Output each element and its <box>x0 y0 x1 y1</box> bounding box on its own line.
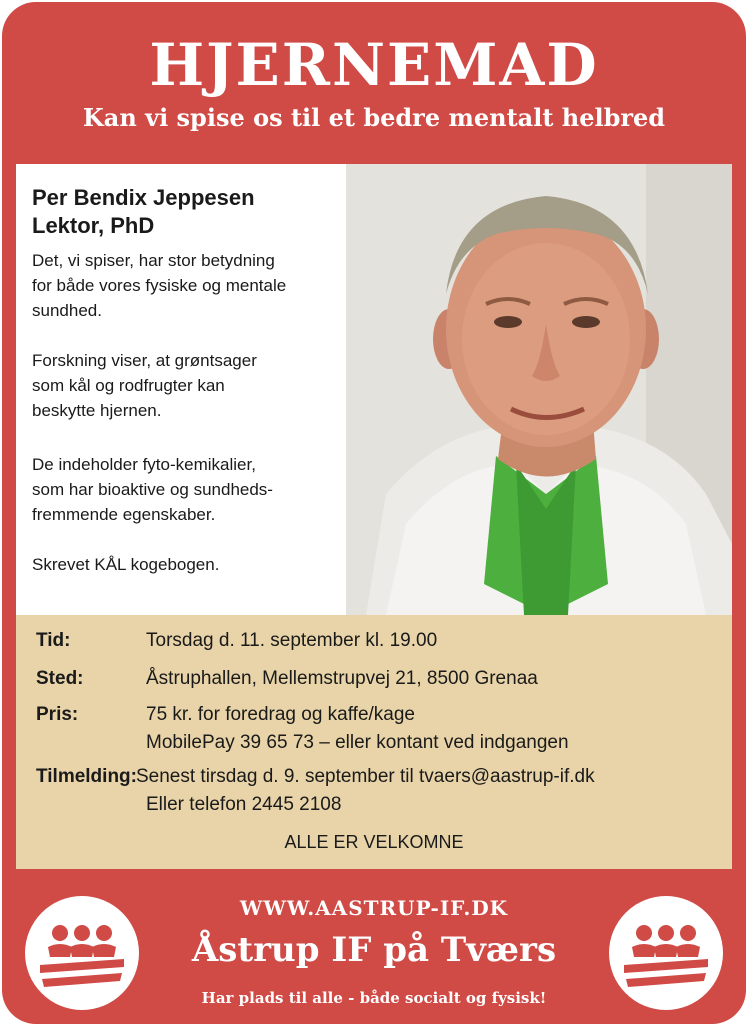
pris-label: Pris: <box>36 704 79 725</box>
bio-paragraph-4 <box>32 552 332 577</box>
tid-value: Torsdag d. 11. september kl. 19.00 <box>146 630 438 651</box>
bio-line: Skrevet KÅL kogebogen. <box>32 555 220 574</box>
bio-line: som kål og rodfrugter kan <box>32 376 225 395</box>
speaker-portrait-illustration <box>346 164 732 615</box>
speaker-name: Per Bendix Jeppesen <box>32 185 255 210</box>
club-name: Åstrup IF på Tværs <box>191 930 557 970</box>
bio-line: sundhed. <box>32 301 102 320</box>
club-tagline: Har plads til alle - både socialt og fysisk! <box>201 989 547 1007</box>
speaker-photo <box>346 164 732 615</box>
bio-paragraph-2 <box>32 348 332 423</box>
bio-line: fremmende egenskaber. <box>32 505 216 524</box>
bio-line: for både vores fysiske og mentale <box>32 276 287 295</box>
website-link[interactable]: WWW.AASTRUP-IF.DK <box>239 896 509 920</box>
event-details <box>16 615 732 869</box>
page-subtitle: Kan vi spise os til et bedre mentalt helbred <box>82 103 666 132</box>
welcome-text: ALLE ER VELKOMNE <box>284 832 464 852</box>
bio-paragraph-3 <box>32 452 332 527</box>
page-title: HJERNEMAD <box>149 31 599 99</box>
pris-line-2: MobilePay 39 65 73 – eller kontant ved indgangen <box>146 732 569 753</box>
tid-label: Tid: <box>36 630 71 651</box>
speaker-bio <box>16 164 346 615</box>
tilmelding-line-1: Senest tirsdag d. 9. september til tvaers@aastrup-if.dk <box>136 766 595 787</box>
pris-line-1: 75 kr. for foredrag og kaffe/kage <box>146 704 415 725</box>
bio-line: Det, vi spiser, har stor betydning <box>32 251 275 270</box>
bio-paragraph-1 <box>32 248 332 323</box>
bio-line: De indeholder fyto-kemikalier, <box>32 455 256 474</box>
bio-line: Forskning viser, at grøntsager <box>32 351 257 370</box>
speaker-role: Lektor, PhD <box>32 213 155 238</box>
bio-line: beskytte hjernen. <box>32 401 162 420</box>
tilmelding-label: Tilmelding: <box>36 766 137 787</box>
poster <box>2 2 746 1024</box>
sted-value: Åstruphallen, Mellemstrupvej 21, 8500 Grenaa <box>146 668 538 689</box>
tilmelding-line-2: Eller telefon 2445 2108 <box>146 794 342 815</box>
bio-line: som har bioaktive og sundheds- <box>32 480 273 499</box>
sted-label: Sted: <box>36 668 84 689</box>
